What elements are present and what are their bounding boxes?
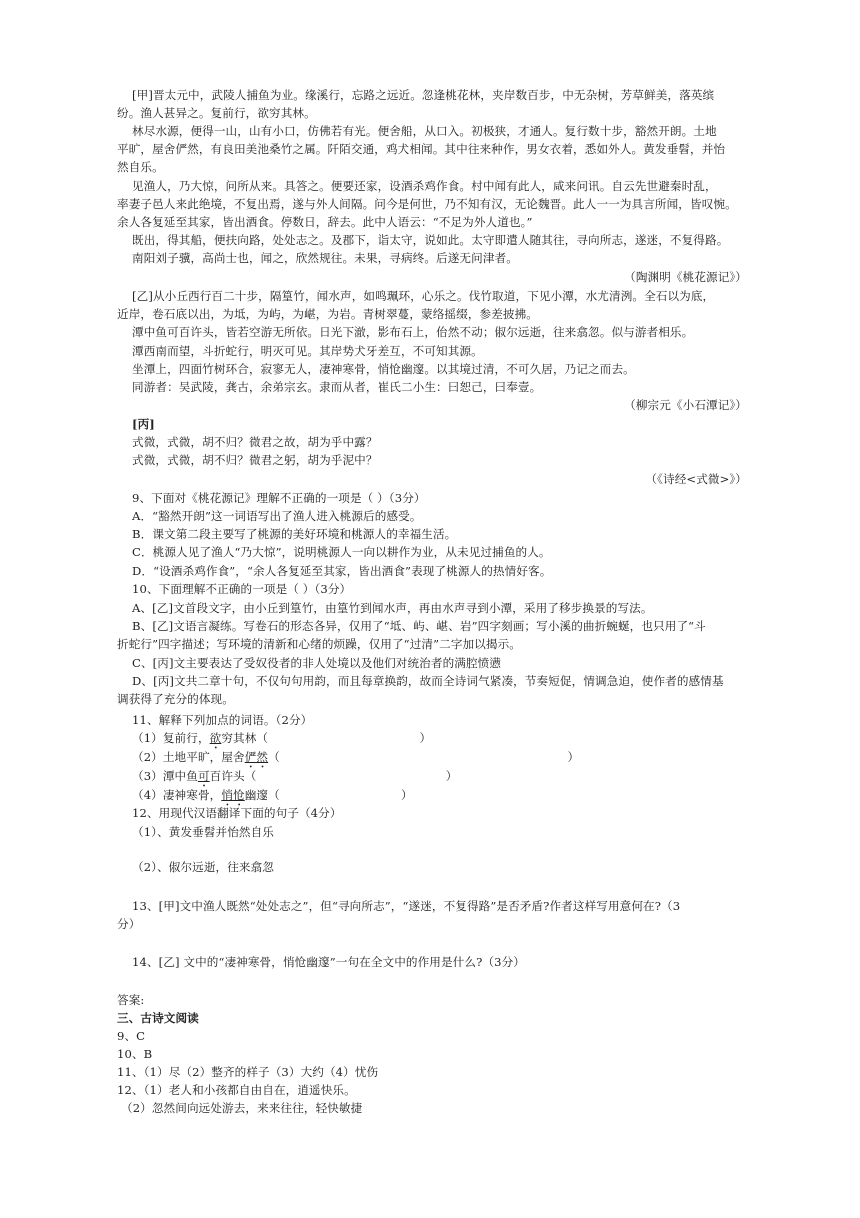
item-close: ） [567,750,580,764]
answer-line: （2）忽然间向远处游去，来来往往，轻快敏捷 [121,1101,363,1115]
passage-jia-line: 见渔人，乃大惊，问所从来。具答之。便要还家，设酒杀鸡作食。村中闻有此人，咸来问讯。自云先世避秦时乱， [132,179,717,193]
question-10-option: C、[丙]文主要表达了受奴役者的非人处境以及他们对统治者的满腔愤懑 [132,656,502,670]
passage-bing-source: （《诗经<式微>》） [645,472,747,486]
question-12-item: （2）、俶尔远逝，往来翕忽 [132,860,275,874]
question-10-option: B、[乙]文语言凝练。写卷石的形态各异，仅用了“坻、屿、嵁、岩”四字刻画；写小溪的曲折蜿蜒，也只用了“斗 [132,619,706,633]
passage-jia-line: 然自乐。 [117,160,164,174]
question-12-item: （1）、黄发垂髫并怡然自乐 [132,825,275,839]
passage-yi-line: 近岸，卷石底以出，为坻，为屿，为嵁，为岩。青树翠蔓，蒙络摇缀，参差披拂。 [117,307,538,321]
answers-label: 答案: [117,993,145,1007]
answer-line: 11、（1）尽（2）整齐的样子（3）大约（4）忧伤 [117,1065,379,1079]
question-10-option: A、[乙]文首段文字，由小丘到篁竹，由篁竹到闻水声，再由水声寻到小潭，采用了移步换景的写法。 [132,601,653,615]
item-suffix: 幽邃（ [244,788,280,802]
question-12-stem: 12、用现代汉语翻译下面的句子（4分） [132,806,342,820]
passage-jia-line: 余人各复延至其家，皆出酒食。停数日，辞去。此中人语云：“不足为外人道也。” [117,215,533,229]
passage-yi-line: 潭西南而望，斗折蛇行，明灭可见。其岸势犬牙差互，不可知其源。 [132,344,483,358]
item-prefix: （4）凄神寒骨， [132,788,222,802]
question-10-option: 调获得了充分的体现。 [117,692,234,706]
question-9-option: C．桃源人见了渔人“乃大惊”，说明桃源人一向以耕作为业，从未见过捕鱼的人。 [132,545,551,559]
item-close: ） [445,769,458,783]
passage-jia-line: [甲]晋太元中，武陵人捕鱼为业。缘溪行，忘路之远近。忽逢桃花林，夹岸数百步，中无杂树，芳草鲜美，落英缤 [132,88,715,102]
item-suffix: 穷其林（ [221,731,269,745]
item-suffix: （ [268,750,280,764]
question-11-stem: 11、解释下列加点的词语。（2分） [132,713,313,727]
question-9-stem: 9、下面对《桃花源记》理解不正确的一项是（ ）（3分） [132,491,426,505]
answer-blank[interactable] [280,788,401,802]
item-suffix: 百许头（ [209,769,257,783]
question-14-line: 14、[乙] 文中的“凄神寒骨，悄怆幽邃”一句在全文中的作用是什么?（3分） [132,955,525,969]
question-13-line: 13、[甲]文中渔人既然“处处志之”，但“寻向所志”，“遂迷，不复得路”是否矛盾?作者这样写用意何在?（3 [132,899,681,913]
passage-bing-line: 式微，式微，胡不归？微君之躬，胡为乎泥中？ [132,453,378,467]
item-prefix: （3）潭中鱼 [132,769,198,783]
question-10-option: D、[丙]文共二章十句，不仅句句用韵，而且每章换韵，故而全诗词气紧凑，节奏短促，情调急迫，使作者的感情基 [132,674,724,688]
item-close: ） [400,788,413,802]
passage-jia-line: 率妻子邑人来此绝境，不复出焉，遂与外人间隔。问今是何世，乃不知有汉，无论魏晋。此人一一为具言所闻，皆叹惋。 [117,197,737,211]
marked-word: 悄怆 [221,788,245,802]
passage-yi-line: [乙]从小丘西行百二十步，隔篁竹，闻水声，如鸣珮环，心乐之。伐竹取道，下见小潭，水尤清洌。全石以为底， [132,289,715,303]
passage-jia-line: 林尽水源，便得一山，山有小口，仿佛若有光。便舍船，从口入。初极狭，才通人。复行数十步，豁然开朗。土地 [132,124,717,138]
answer-blank[interactable] [256,769,445,783]
answers-section-title: 三、古诗文阅读 [117,1011,199,1025]
passage-jia-line: 既出，得其船，便扶向路，处处志之。及郡下，诣太守，说如此。太守即遣人随其往，寻向所志，遂迷，不复得路。 [132,233,729,247]
answer-line: 9、C [117,1029,146,1043]
passage-yi-line: 潭中鱼可百许头，皆若空游无所依。日光下澈，影布石上，佁然不动；俶尔远逝，往来翕忽。似与游者相乐。 [132,325,694,339]
passage-yi-line: 坐潭上，四面竹树环合，寂寥无人，凄神寒骨，悄怆幽邃。以其境过清，不可久居，乃记之而去。 [132,362,635,376]
passage-jia-line: 平旷，屋舍俨然，有良田美池桑竹之属。阡陌交通，鸡犬相闻。其中往来种作，男女衣着，悉如外人。黄发垂髫，并怡 [117,142,726,156]
answer-blank[interactable] [280,750,568,764]
item-prefix: （1）复前行， [132,731,210,745]
marked-word: 欲 [209,731,222,745]
question-10-stem: 10、下面理解不正确的一项是（ ）（3分） [132,582,352,596]
answer-line: 10、B [117,1047,153,1061]
question-9-option: B．课文第二段主要写了桃源的美好环境和桃源人的幸福生活。 [132,527,457,541]
answer-blank[interactable] [268,731,419,745]
question-9-option: D．“设酒杀鸡作食”，“余人各复延至其家，皆出酒食”表现了桃源人的热情好客。 [132,564,552,578]
item-prefix: （2）土地平旷，屋舍 [132,750,245,764]
question-9-option: A．“豁然开朗”这一词语写出了渔人进入桃源后的感受。 [132,509,422,523]
passage-jia-line: 南阳刘子骥，高尚士也，闻之，欣然规往。未果，寻病终。后遂无问津者。 [132,251,518,265]
question-13-line: 分） [117,917,141,931]
item-close: ） [419,731,432,745]
passage-jia-line: 纷。渔人甚异之。复前行，欲穷其林。 [117,106,316,120]
passage-jia-source: （陶渊明《桃花源记》） [624,270,747,284]
passage-bing-line: 式微，式微，胡不归？微君之故，胡为乎中露？ [132,435,378,449]
marked-word: 俨然 [244,750,269,764]
marked-word: 可 [197,769,210,783]
passage-bing-label: [丙] [132,417,155,431]
question-10-option: 折蛇行”四字描述；写环境的清新和心绪的烦躁，仅用了“过清”二字加以揭示。 [117,637,521,651]
passage-yi-source: （柳宗元《小石潭记》） [624,398,747,412]
passage-yi-line: 同游者：吴武陵，龚古，余弟宗玄。隶而从者，崔氏二小生：曰恕己，曰奉壹。 [132,380,542,394]
answer-line: 12、（1）老人和小孩都自由自在，逍遥快乐。 [117,1083,356,1097]
